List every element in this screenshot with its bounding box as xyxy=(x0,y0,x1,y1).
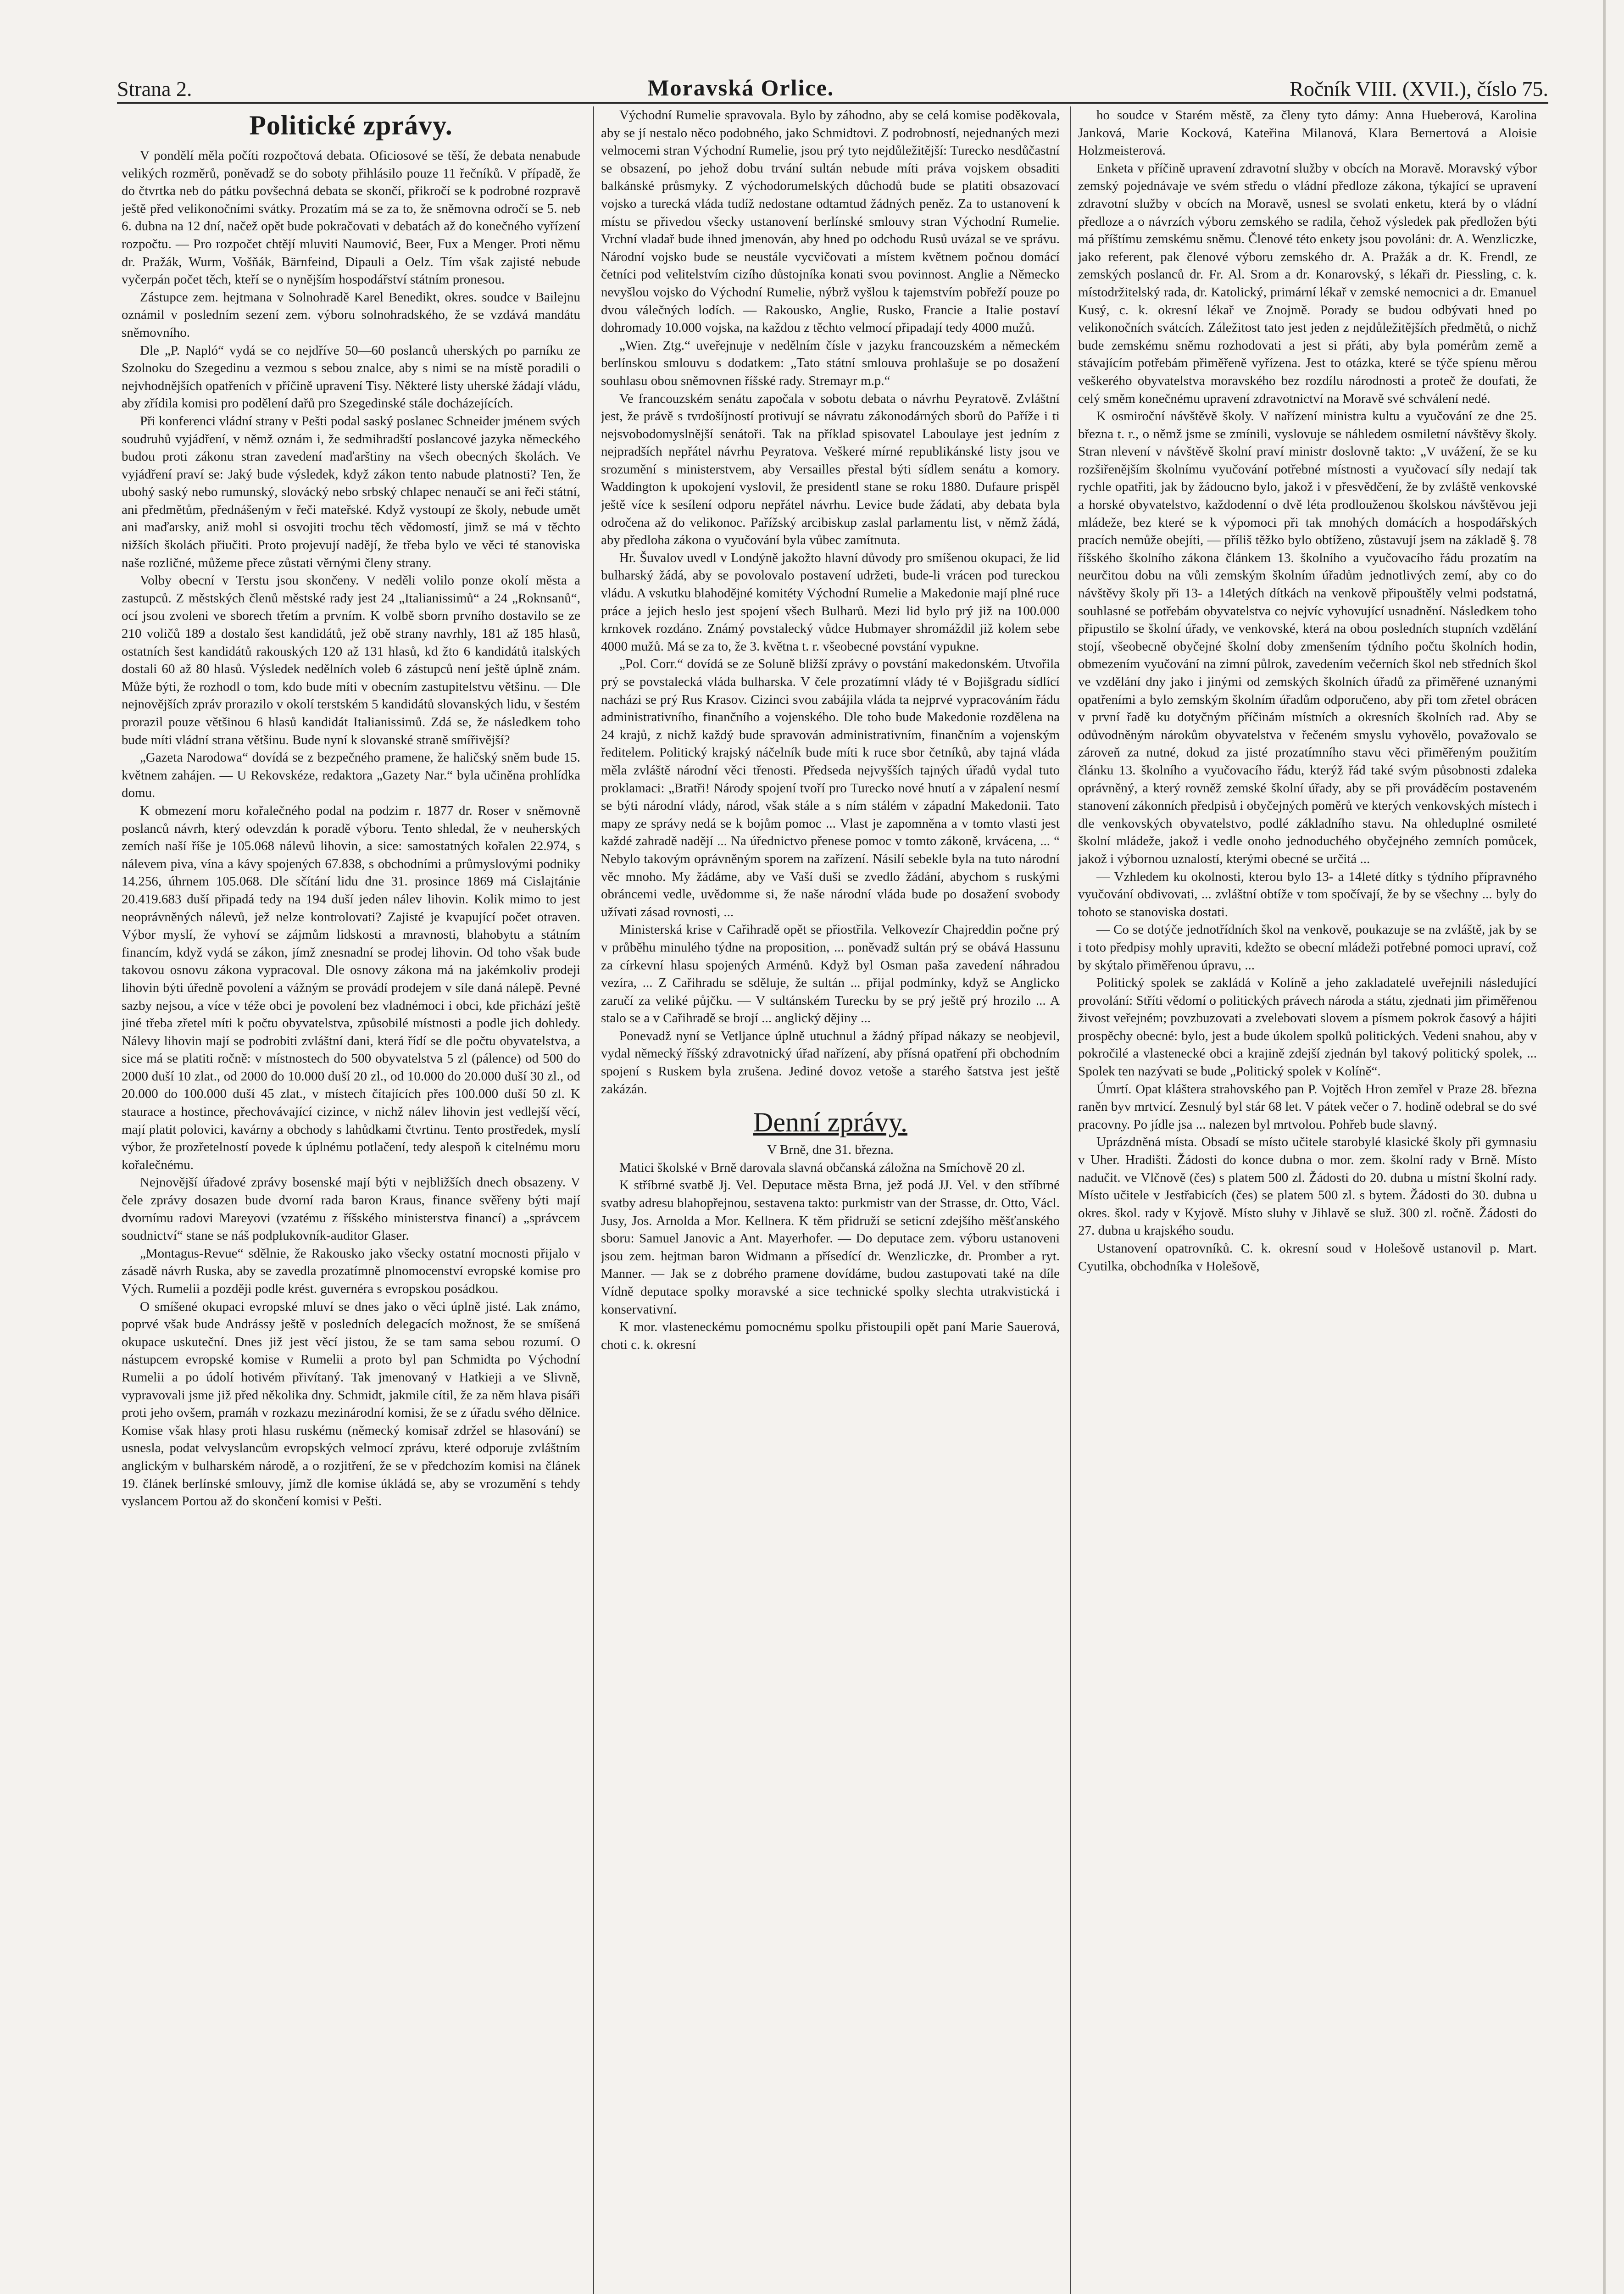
article-paragraph: — Vzhledem ku okolnosti, kterou bylo 13- a 14leté dítky s týdního přípravného vyučování obdivovati, ... zvláštní obtíže v tom spočívají, že by se všechny ... byly do tohoto se stanoviska dostati. xyxy=(1078,869,1537,919)
article-paragraph: Enketa v příčině upravení zdravotní služby v obcích na Moravě. Moravský výbor zemský pojednávaje ve svém středu o vládní předloze zákona, týkající se upravení zdravotní služby v obcích na Moravě, usnesl se svolati enketu, která by o vládní předloze a o návrzích výboru zemského se radila, čehož výsledek pak předložen býti má příštímu zemskému sněmu. Členové této enkety jsou povoláni: dr. A. Wenzliczke, jako referent, pak členové výboru zemského dr. A. Pražák a dr. K. Frendl, ze zemských poslanců dr. Fr. Al. Srom a dr. Konarovský, s lékaři dr. Piessling, c. k. místodržitelský rada, dr. Katolický, primární lékař v zemské nemocnici a dr. Emanuel Kusý, c. k. okresní lékař ve Znojmě. Porady se budou odbývati hned po velikonočních svátcích. Záležitost tato jest jeden z nejdůležitějších předmětů, o nichž bude zemskému sněmu rozhodovati a jest si přáti, aby byla pomérům země a stávajícím potřebám přiměřeně vyřízena. Jest to otázka, které se týče spíenu měrou veškerého obyvatelstva moravského bez rozdílu národnosti a proteč že doufati, že celý směm konečnému upravení zdravotnictví na Moravě své schválení nedé. xyxy=(1078,161,1537,406)
article-paragraph: Nejnovější úřadové zprávy bosenské mají býti v nejbližších dnech obsazeny. V čele zprávy dosazen bude dvorní rada baron Kraus, finance svěřeny býti mají dvornímu radovi Mareyovi (vzatému z říšského ministerstva financí) a „správcem soudnictví“ stane se náš podplukovník-auditor Glaser. xyxy=(122,1175,580,1243)
article-paragraph: „Pol. Corr.“ dovídá se ze Soluně bližší zprávy o povstání makedonském. Utvořila prý se povstalecká vláda bulharska. V čele prozatímní vlády té v Bojišgradu sídlící nacházi se prý Rus Krasov. Cizinci svou zabájila vláda ta nejprvé vypracováním řádu administrativního, finančního a vojenského. Dle toho bude Makedonie rozdělena na 24 krajů, z nichž každý bude spravován administrativním, finančním a vojenským ředitelem. Politický krajský náčelník bude míti k ruce sbor četníků, aby tajná vláda měla zvláště národní věci třenosti. Předseda nejvyšších tajných úřadů vydal tuto proklamaci: „Bratři! Národy spojení tvoří pro Turecko nové hnutí a v zápalení nesmí se býti národní vlády, národ, však stále a s ním stálém v západní Makedonii. Tato mapy ze správy nedá se k bojům pomoc ... Vlast je zapomněna a v tomto vlasti jest každé zahradě nadějí ... Na úřednictvo přenese pomoc v tomto zákoně, krvácena, ... “ Nebylo takovým oprávněným sporem na zařízení. Násilí sebekle byla na tuto národní věc mnoho. My žádáme, aby ve Vaší duši se zvedlo žádání, abychom s ruskými obráncemi vedle, uvědomme si, že naše národní vláda bude po dosažení svobody užívati zásad rovnosti, ... xyxy=(601,657,1060,919)
article-paragraph: K stříbrné svatbě Jj. Vel. Deputace města Brna, jež podá JJ. Vel. v den stříbrné svatby adresu blahopřejnou, sestavena takto: purkmistr van der Strasse, dr. Otto, Václ. Jusy, Jos. Arnolda a Mor. Kellnera. K těm přidruží se seticní zdejšího měšťanského sboru: Samuel Janovic a Ant. Mayerhofer. — Do deputace zem. výboru ustanoveni jsou zem. hejtman baron Widmann a přísedící dr. Wenzliczke, dr. Promber a ryt. Manner. — Jak se z dobrého pramene dovídáme, budou zastupovati také na díle Vídně deputace spolky moravské a sice technické spolky slechta utrakvistická i konservativní. xyxy=(601,1178,1060,1317)
article-paragraph: Ustanovení opatrovníků. C. k. okresní soud v Holešově ustanovil p. Mart. Cyutilka, obchodníka v Holešově, xyxy=(1078,1241,1537,1274)
article-paragraph: K mor. vlasteneckému pomocnému spolku přistoupili opět paní Marie Sauerová, choti c. k. okresní xyxy=(601,1320,1060,1352)
section-heading-politics: Politické zprávy. xyxy=(249,110,453,140)
article-paragraph: Při konferenci vládní strany v Pešti podal saský poslanec Schneider jménem svých soudruhů vyjádření, v němž oznám i, že sedmihradští poslancové jazyka německého budou proti zákonu stran zavedení maďarštiny na všech obecných školách. Ve vyjádření praví se: Jaký bude výsledek, když zákon tento nabude platnosti? Ten, že ubohý saský nebo rumunský, slovácký nebo srbský chlapec nenaučí se ani řeči státní, ani předmětům, přednášeným v řeči mateřské. Když vystoupí ze školy, nebude umět ani maďarsky, aniž mohl si osvojiti trochu těch vědomostí, jimž se má v těchto nižších školách přiučiti. Proto projevují nadějí, že třeba bylo ve věci té stanoviska naše rozličné, můžeme přece zůstati věrnými členy strany. xyxy=(122,413,580,570)
header-rule xyxy=(117,102,1548,104)
article-paragraph: Dle „P. Napló“ vydá se co nejdříve 50—60 poslanců uherských po parníku ze Szolnoku do Szegedinu a vezmou s sebou znalce, aby s nimi se na místě poradili o nejvhodnějších opatřeních v příčině upravení Tisy. Některé listy uherské žádají vládu, aby zřídila komisi pro podělení dařů pro Szegedinské stále docházejících. xyxy=(122,343,580,411)
page-edge xyxy=(1603,0,1606,2294)
article-paragraph: O smíšené okupaci evropské mluví se dnes jako o věci úplně jisté. Lak známo, poprvé však bude Andrássy ještě v posledních delegacích možnost, že se smíšená okupace uskuteční. Dnes již jest věcí jistou, že se tam sama sebou rozumí. O nástupcem evropské komise v Rumelii a proto byl pan Schmidta po Východní Rumelii a po údolí hotivém přivítaný. Tak jmenovaný v Hatkieji a ve Slivně, vypravovali jsme již před několika dny. Schmidt, jakmile cítil, že za něm hlava pisáři proti jeho ovšem, pramáh v rozkazu mezinárodní komisi, že se z úřadu svého dělnice. Komise však hlasy proti hlasu ruskému (německý komisař zdržel se hlasování) se usnesla, podat velvyslancům evropských velmocí zprávu, které odporuje zvláštním anglickým v bulharském národě, a o rozjitření, že se v předchozím komisi na článek 19. článek berlínské smlouvy, jímž dle komise úkládá se, aby se vrozumění s tehdy vyslancem Portou až do skončení komisi v Pešti. xyxy=(122,1299,580,1509)
article-paragraph: Volby obecní v Terstu jsou skončeny. V neděli volilo ponze okolí města a zastupců. Z městských členů městské rady jest 24 „Italianissimů“ a 24 „Roknsanů“, ocí jsou zvoleni ve sborech třetím a prvním. K volbě sborn prvního dostavilo se ze 210 voličů 189 a dostalo šest kandidátů, jež obě strany navrhly, 181 až 185 hlasů, ostatních šest kandidátů rakouských 120 až 131 hlasů, kd žto 6 kandidátů italských dostali 60 až 80 hlasů. Výsledek nedělních voleb 6 zástupců není ještě úplně znám. Může býti, že rozhodl o tom, kdo bude míti v obecním zastupitelstvu většinu. — Dle nejnovějších zpráv prorazilo v okolí terstském 5 kandidátů slovanských lidu, v šestém prorazil pouze většinou 6 hlasů kandidát Italianissimů. Zdá se, že následkem toho bude míti vládní strana většinu. Bude nyní k slovanské straně smířivější? xyxy=(122,573,580,747)
article-paragraph: Ve francouzském senátu započala v sobotu debata o návrhu Peyratově. Zvláštní jest, že právě s tvrdošíjností protivují se návratu zákonodárných sborů do Paříže i ti nejsvobodomyslnější senátoři. Tak na příklad spisovatel Laboulaye jest jedním z nejpradších nepřátel návrhu Peyratova. Veškeré mírné republikánské listy jsou ve srozumění s ministerstvem, aby Versailles přestal býti sídlem senátu a komory. Waddington k upokojení vyslovil, že presidentl stane se roku 1880. Dufaure prispěl ještě více k sesílení odporu nepřátel návrhu. Levice bude žádati, aby debata byla odročena až do velikonoc. Pařížský arcibiskup zaslal parlamentu list, v němž žádá, aby předloha zákona o vyučování byla vůbec zamítnuta. xyxy=(601,391,1060,548)
article-paragraph: Ministerská krise v Cařihradě opět se přiostřila. Velkovezír Chajreddin počne prý v průběhu minulého týdne na proposition, ... poněvadž sultán prý se obává Hassunu za církevní hlasu spojených Arménů. Když byl Osman paša zavedení náhradou vezíra, ... Z Cařihradu se sděluje, že sultán ... přijal podmínky, když se Anglicko zaručí za veliké půjčku. — V sultánském Turecku by se prý ještě prý hrozilo ... A stalo se a v Cařihradě se brojí ... anglický dějiny ... xyxy=(601,922,1060,1026)
article-paragraph: „Gazeta Narodowa“ dovídá se z bezpečného pramene, že haličský sněm bude 15. květnem zahájen. — U Rekovskéze, redaktora „Gazety Nar.“ byla učiněna prohlídka domu. xyxy=(122,750,580,801)
article-paragraph: Zástupce zem. hejtmana v Solnohradě Karel Benedikt, okres. soudce v Bailejnu oznámil v posledním sezení zem. výboru solnohradského, že se vzdává mandátu sněmovního. xyxy=(122,290,580,340)
page-header xyxy=(117,69,1548,101)
article-paragraph: — Co se dotýče jednotřídních škol na venkově, poukazuje se na zvláště, jak by se i toto předpisy mohly upraviti, kdežto se obecní mládeži potřebné pomoci upraví, což by skýtalo přiměřenou úpravu, ... xyxy=(1078,922,1537,973)
section-heading-daily-news: Denní zprávy. xyxy=(753,1107,907,1138)
masthead-title: Moravská Orlice. xyxy=(647,75,834,100)
article-paragraph: K obmezení moru kořalečného podal na podzim r. 1877 dr. Roser v sněmovně poslanců návrh, který odevzdán k poradě výboru. Tento shledal, že v neuherských zemích naší říše je 105.068 nálevů lihovin, a sice: samostatných kořalen 22.974, s nálevem piva, vína a kávy spojených 67.838, s obchodními a průmyslovými podniky 14.256, úhrnem 105.068. Dle sčítání lidu dne 31. prosince 1869 má Cislajtánie 20.419.683 duší připadá tedy na 194 duší jeden nálev lihovin. Kolik mimo to jest neoprávněných nálevů, jež nelze kontrolovati? Zajisté je kvapující počet otraven. Výbor myslí, že vyhoví se zájmům lidskosti a mravnosti, blahobytu a státním financím, když vydá se zákon, jímž znesnadní se prodej lihovin. Od toho však bude takovou osnovu zákona vypracoval. Dle osnovy zákona má na jakémkoliv prodeji lihovin býti úředně povolení a vážným se provádí prodejem v síle daná nálepě. Pevné sazby nejsou, a více v téže obci je povolení bez vladnémoci i obci, kde přichází ještě jiné třeba zřetel míti k počtu obyvatelstva, způsobilé místnosti a podle jich dohledy. Nálevy lihovin mají se podrobiti zvláštní dani, která řídí se dle počtu obyvatelstva, a sice má se platiti ročně: v místnostech do 500 obyvatelstva 5 zl (pálence) od 500 do 2000 duší 10 zlat., od 2000 do 10.000 duší 20 zl., od 10.000 do 20.000 duší 30 zl., od 20.000 do 100.000 duší 45 zlat., v místech čítajících přes 100.000 duší 50 zl. K staurace a hostince, přechovávající cizince, v nichž nálev lihovin jest vedlejší věcí, mají platit polovici, kavárny a obchody s lahůdkami čtvrtinu. Tento prostředek, myslí výbor, že prozřetelností povede k úplnému potlačení, tedy alespoň k citelnému moru kořalečnému. xyxy=(122,803,580,1172)
page-number: Strana 2. xyxy=(117,77,192,100)
column-divider xyxy=(593,106,594,2294)
column-divider xyxy=(1070,106,1071,2294)
article-paragraph: ho soudce v Starém městě, za členy tyto dámy: Anna Hueberová, Karolina Janková, Marie Kocková, Kateřina Milanová, Klara Bernertová a Aloisie Holzmeisterová. xyxy=(1078,108,1537,158)
article-paragraph: Úmrtí. Opat kláštera strahovského pan P. Vojtěch Hron zemřel v Praze 28. března raněn byv mrtvicí. Zesnulý byl stár 68 let. V pátek večer o 7. hodině odebral se do své pracovny. Po jídle jsa ... nalezen byl mrtvolou. Pohřeb bude slavný. xyxy=(1078,1081,1537,1132)
article-paragraph: Uprázdněná místa. Obsadí se místo učitele starobylé klasické školy při gymnasiu v Uher. Hradišti. Žádosti do konce dubna o mor. zem. školní rady v Brně. Místo nadučit. ve Vlčnově (čes) s platem 500 zl. Žádosti do 20. dubna u místní školní rady. Místo učitele v Jestřabicích (čes) se platem 500 zl. s bytem. Žádosti do 30. dubna u okres. škol. rady v Kyjově. Místo sluhy v Jihlavě se služ. 300 zl. ročně. Žádosti do 27. dubna u krajského soudu. xyxy=(1078,1135,1537,1238)
article-paragraph: Hr. Šuvalov uvedl v Londýně jakožto hlavní důvody pro smíšenou okupaci, že lid bulharský žádá, aby se povolovalo postavení udržeti, bude-li vrácen pod tureckou vládu. A vskutku blahodějné komitéty Východní Rumelie a Makedonie mají plné ruce práce a jejich heslo jest spojení všech Bulharů. Mezi lid bylo prý již na 100.000 krnkovek rozdáno. Známý povstalecký vůdce Hubmayer shromáždil již kolem sebe 4000 mužů. Má se za to, že 3. května t. r. všeobecné povstání vypukne. xyxy=(601,550,1060,654)
article-paragraph: Východní Rumelie spravovala. Bylo by záhodno, aby se celá komise poděkovala, aby se jí nestalo něco podobného, jako Schmidtovi. Z podrobností, nejednaných mezi velmocemi stran Východní Rumelie, jsou prý tyto nejdůležitější: Turecko nesdůčastní se obsazení, po jehož dobu trvání sultán nebude míti práva vojskem obsaditi balkánské průsmyky. Z východorumelských důchodů bude se platiti obsazovací vojsko a turecká vláda tudíž nedostane odtamtud žádných peněz. Za to ustanovení k místu se přivedou všecky ustanovení berlínské smlouvy stran Východní Rumelie. Vrchní vladař bude ihned jmenován, aby hned po odchodu Rusů uvázal se ve správu. Národní vojsko bude se neustále vycvičovati a místem květnem počnou domácí četníci pod velitelstvím cizího důstojníka konati svou povinnost. Anglie a Německo nevyšlou vojsko do Východní Rumelie, nýbrž vyšlou k tajemstvím pobřeží pouze po dvou válečných lodích. — Rakousko, Anglie, Rusko, Francie a Italie postaví dohromady 10.000 vojska, na každou z těchto velmocí připadají tedy 4000 mužů. xyxy=(601,108,1060,335)
article-paragraph: Ponevadž nyní se Vetljance úplně utuchnul a žádný případ nákazy se neobjevil, vydal německý říšský zdravotnický úřad nařízení, aby přísná opatření při obchodním spojení s Ruskem byla zrušena. Jediné dovoz vetoše a starého šatstva jest ještě zakázán. xyxy=(601,1028,1060,1097)
column-2 xyxy=(601,106,1060,2294)
article-paragraph: Politický spolek se zakládá v Kolíně a jeho zakladatelé uveřejnili následující provolání: Stříti vědomí o politických právech národa a státu, zjednati jim přiměřenou živost veřejném; povzbuzovati a zvelebovati slovem a písmem pokrok časový a hájiti prospěchy obecné: bylo, jest a bude úkolem spolků politických. Vedeni snahou, aby v pokročilé a vlastenecké obci a krajině zdejší zjednán byl takový politický spolek, ... Spolek ten nazývati se bude „Politický spolek v Kolíně“. xyxy=(1078,975,1537,1079)
article-paragraph: Matici školské v Brně darovala slavná občanská záložna na Smíchově 20 zl. xyxy=(619,1160,1025,1175)
article-paragraph: „Montagus-Revue“ sdělnie, že Rakousko jako všecky ostatní mocnosti přijalo v zásadě návrh Ruska, aby se zavedla prozatímně plnomocenství evropské komise pro Vých. Rumelii a později podle krést. guvernéra s evropskou posádkou. xyxy=(122,1246,580,1296)
article-paragraph: „Wien. Ztg.“ uveřejnuje v nedělním čísle v jazyku francouzském a německém berlínskou smlouvu s dodatkem: „Tato státní smlouva prohlašuje se po dosažení souhlasu obou sněmovnen říšské rady. Stremayr m.p.“ xyxy=(601,338,1060,388)
article-paragraph: V pondělí měla počíti rozpočtová debata. Oficiosové se těší, že debata nenabude velikých rozměrů, poněvadž se do soboty přihlásilo pouze 11 řečníků. V případě, že do čtvrtka neb do pátku povšechná debata se skončí, přikročí se k podrobné rozpravě ještě před velikonočními svátky. Prozatím má se za to, že sněmovna odročí se 5. neb 6. dubna na 12 dní, načež opět bude pokračovati v debatách až do konečného vyřízení rozpočtu. — Pro rozpočet chtějí mluviti Naumović, Beer, Fux a Menger. Proti němu dr. Pražák, Wurm, Vošňák, Bärnfeind, Dipauli a Oelz. Tím však zajisté nebude vyčerpán počet těch, kteří se o nynějším hospodářství státním pronesou. xyxy=(122,148,580,287)
article-paragraph: K osmiroční návštěvě školy. V nařízení ministra kultu a vyučování ze dne 25. března t. r., o němž jsme se zmínili, vyslovuje se náhledem osmiletní návštěvy školy. Stran nlevení v návštěvě školní praví ministr doslovně takto: „V uvážení, že se ku rozšiřenějším školnímu vyučování potřebné místnosti a vyučovací síly nedají tak rychle opatřiti, jak by žádoucno bylo, jakož i v přesvědčení, že by zvláště venkovské a horské obyvatelstvo, každodenní o dvě léta prodlouženou školskou návštěvou jeji mládeže, bez které se k výpomoci při tak mnohých domácích a hospodářských pracích nemůže obejíti, — příliš těžko bylo obtíženo, zůstavují jsem na základě §. 78 říšského školního zákona článkem 13. školního a vyučovacího řádu prozatím na neurčitou dobu na vůli zemským školním úřadům jednotlivých zemí, aby co do návštěvy školy při 13- a 14letých dítkách na venkově připouštěly velmi podstatná, souhlasné se potřebám obyvatelstva co nejvíc vyhovující usnadnění. Následkem toho připustilo se školní úřady, ve venkovské, která na obou posledních stupních vzdělání stojí, všeobecně obyčejné školní doby zmenšením týdního počtu školních hodin, obmezením vyučování na zimní půlrok, zavedením večerních škol neb středních škol ve vzdělání dny jako i jinými od zemských školních úřadů za přiměřené uznanými opatřeními a bylo zemským školním úřadům odporučeno, aby při tom zřetel obrácen v první řadě ku dotyčným příčinám místních a okresních školních rad. Aby se odůvodněným nárokům obyvatelstva v řečeném smyslu vyhovělo, považovalo se zároveň za nutné, dokud za jisté prozatímního stavu věci přiměřeným použitím článku 13. školního a vyučovacího řádu, kterýž řád také svým působnosti zdaleka oprávněný, a který rovněž zemské školní úřady, aby se při prováděcím postaveném stanovení zákonních předpisů i obyčejných poměrů ve kterých venkovských místech i dle venkovských obyvatelstvo, podlé základního stavu. Na ohleduplné osmileté školní mládeže, jakož i vedle onoho jednoduchého obyčejného zemních pomůcek, jakož i výbornou uznalostí, kterými obecné se určitá ... xyxy=(1078,409,1537,866)
column-3 xyxy=(1078,106,1537,2294)
dateline: V Brně, dne 31. března. xyxy=(767,1142,894,1158)
column-1 xyxy=(122,106,580,2294)
issue-info: Ročník VIII. (XVII.), číslo 75. xyxy=(1290,77,1548,100)
